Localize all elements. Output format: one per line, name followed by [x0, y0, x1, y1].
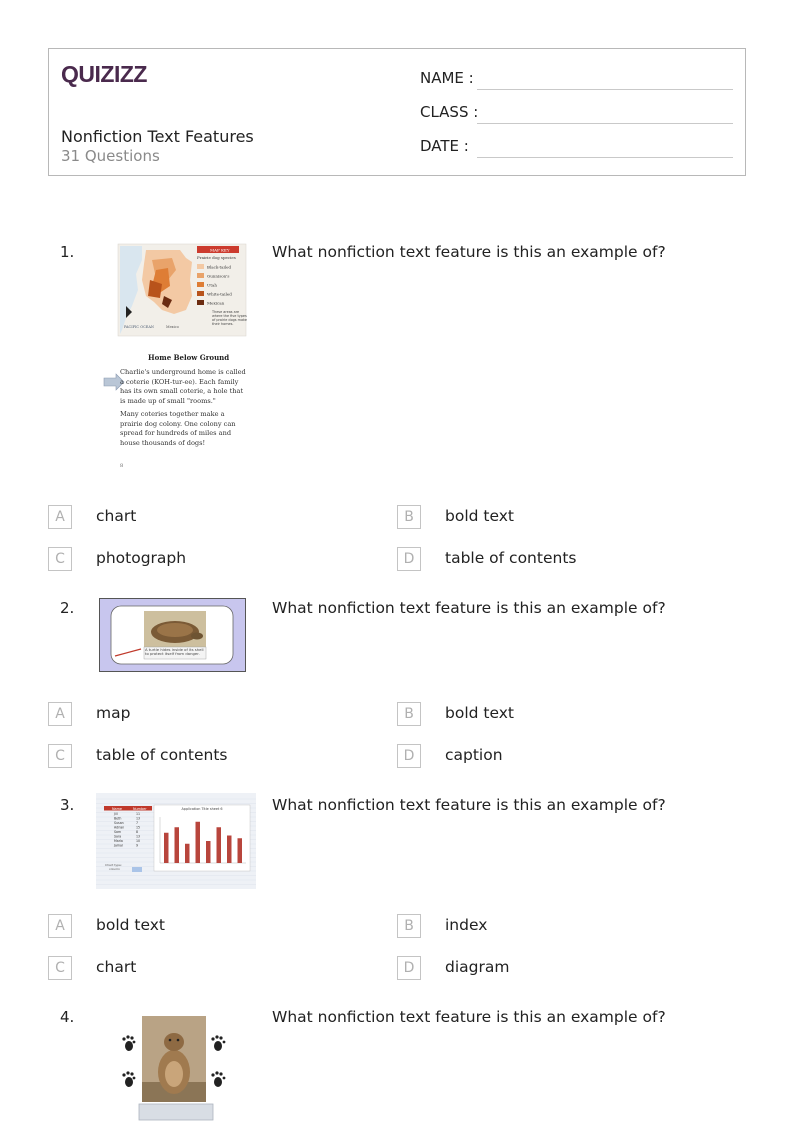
- prairie-dog-head: [164, 1033, 184, 1051]
- book-paragraph-1: Charlie's underground home is called a coterie (KOH-tur-ee). Each family has its own small coterie, a hole that is made up of small "rooms.": [120, 368, 246, 405]
- table-cell: Adrian: [114, 825, 125, 830]
- legend-label: Gunnison's: [207, 273, 230, 279]
- chart-bar: [227, 836, 232, 864]
- section-heading: Home Below Ground: [148, 353, 230, 362]
- question-number: 3.: [60, 796, 75, 814]
- map-note-box: [212, 310, 248, 334]
- chart-bar: [185, 844, 190, 863]
- option-letter: C: [48, 744, 72, 768]
- chart-bar: [196, 822, 201, 863]
- chart-type-value: column: [109, 867, 121, 871]
- option-letter: A: [48, 914, 72, 938]
- table-cell: Beth: [114, 816, 122, 821]
- table-cell: 11: [136, 811, 141, 816]
- legend-label: Mexican: [207, 300, 225, 306]
- legend-title: Prairie dog species: [197, 255, 236, 260]
- ocean-label: PACIFIC OCEAN: [124, 325, 154, 329]
- option-text: index: [445, 916, 488, 934]
- quizizz-logo: [61, 61, 153, 91]
- date-line[interactable]: [477, 157, 733, 158]
- blank-label-box: [139, 1104, 213, 1120]
- option-letter: D: [397, 744, 421, 768]
- option-letter: D: [397, 956, 421, 980]
- chart-bar: [238, 838, 243, 863]
- option-letter: A: [48, 702, 72, 726]
- caption-text: A turtle hides inside of its shell to protect itself from danger.: [145, 647, 204, 657]
- table-cell: 13: [136, 816, 141, 821]
- option-letter: D: [397, 547, 421, 571]
- question-text: What nonfiction text feature is this an example of?: [272, 796, 666, 814]
- question-text: What nonfiction text feature is this an example of?: [272, 1008, 666, 1026]
- option-text: map: [96, 704, 131, 722]
- option-text: bold text: [96, 916, 165, 934]
- option-letter: B: [397, 702, 421, 726]
- option-letter: A: [48, 505, 72, 529]
- table-cell: 9: [136, 843, 139, 848]
- paw-print-icon: [211, 1035, 225, 1051]
- country-label: Mexico: [166, 325, 179, 329]
- table-cell: Sara: [114, 834, 122, 839]
- table-cell: 7: [136, 820, 139, 825]
- name-label: NAME :: [420, 69, 474, 87]
- question-text: What nonfiction text feature is this an example of?: [272, 243, 666, 261]
- question-3-image: [96, 793, 256, 889]
- table-cell: Sam: [114, 829, 122, 834]
- option-text: chart: [96, 958, 137, 976]
- date-label: DATE :: [420, 137, 469, 155]
- question-1-image: [102, 240, 250, 472]
- option-text: bold text: [445, 704, 514, 722]
- book-text-box: [120, 368, 246, 468]
- worksheet-title: Nonfiction Text Features: [61, 127, 254, 146]
- logo-text: QUIZIZZ: [61, 61, 147, 87]
- paw-print-icon: [122, 1035, 135, 1051]
- legend-label: Utah: [207, 282, 217, 288]
- class-line[interactable]: [477, 123, 733, 124]
- chart-bar: [164, 833, 169, 863]
- chart-bar: [217, 827, 222, 863]
- legend-swatch: [197, 291, 204, 296]
- table-cell: 13: [136, 834, 141, 839]
- option-letter: B: [397, 505, 421, 529]
- paw-print-icon: [211, 1071, 225, 1087]
- option-text: table of contents: [445, 549, 577, 567]
- page-number: 8: [120, 463, 124, 469]
- legend-label: Black-tailed: [207, 264, 232, 270]
- question-text: What nonfiction text feature is this an example of?: [272, 599, 666, 617]
- table-cell: Marla: [114, 838, 123, 843]
- table-cell: 10: [136, 838, 141, 843]
- paw-print-icon: [122, 1071, 135, 1087]
- name-line[interactable]: [477, 89, 733, 90]
- question-4-image: [118, 1012, 230, 1122]
- option-letter: B: [397, 914, 421, 938]
- question-number: 1.: [60, 243, 75, 261]
- option-letter: C: [48, 956, 72, 980]
- option-text: table of contents: [96, 746, 228, 764]
- question-2-image: [99, 598, 246, 672]
- chart-type-label: Chart type:: [105, 863, 122, 867]
- question-number: 4.: [60, 1008, 75, 1026]
- option-text: bold text: [445, 507, 514, 525]
- table-cell: 15: [136, 825, 141, 830]
- table-cell: Jamal: [114, 843, 123, 848]
- question-count: 31 Questions: [61, 147, 160, 165]
- table-header: Number: [133, 806, 147, 811]
- table-header: Name: [112, 806, 123, 811]
- table-cell: Susan: [114, 820, 124, 825]
- legend-label: White-tailed: [207, 291, 232, 297]
- map-note: These areas are where the five types of prairie dogs make their homes.: [212, 310, 247, 326]
- chart-icon: [132, 867, 142, 872]
- book-paragraph-2: Many coteries together make a prairie dog colony. One colony can spread for hundreds of miles and house thousands of dogs!: [120, 410, 236, 447]
- chart-bar: [175, 827, 180, 863]
- class-label: CLASS :: [420, 103, 479, 121]
- option-text: diagram: [445, 958, 510, 976]
- legend-swatch: [197, 273, 204, 278]
- legend-swatch: [197, 300, 204, 305]
- option-text: photograph: [96, 549, 187, 567]
- table-cell: Jill: [114, 811, 118, 816]
- legend-swatch: [197, 282, 204, 287]
- map-key-title: MAP KEY: [210, 247, 230, 253]
- option-text: chart: [96, 507, 137, 525]
- option-letter: C: [48, 547, 72, 571]
- option-text: caption: [445, 746, 503, 764]
- question-number: 2.: [60, 599, 75, 617]
- chart-title: Application Title sheet 6: [181, 807, 223, 811]
- worksheet-header: [48, 48, 746, 176]
- chart-bar: [206, 841, 211, 863]
- table-cell: 8: [136, 829, 139, 834]
- legend-swatch: [197, 264, 204, 269]
